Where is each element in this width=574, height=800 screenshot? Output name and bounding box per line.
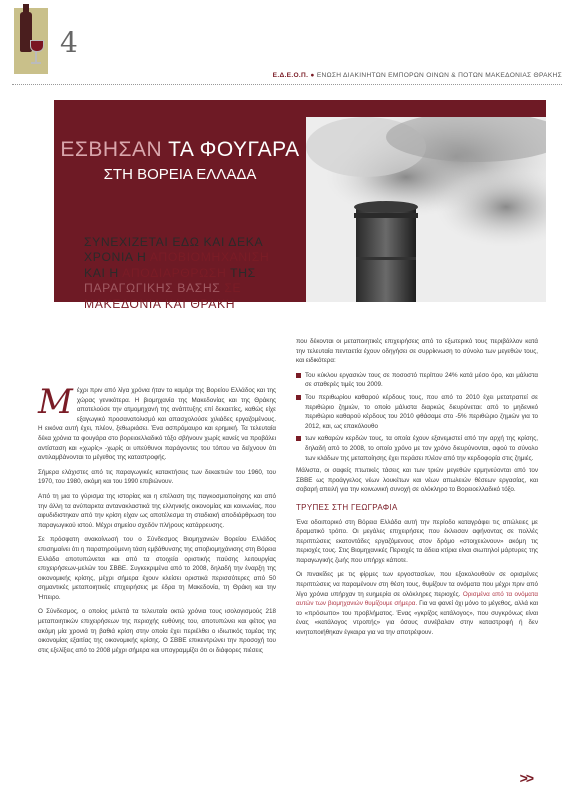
- bullet-item: [296, 371, 538, 390]
- paragraph: Μάλιστα, οι σαφείς πτωτικές τάσεις και των τριών μεγεθών ερμηνεύονται από τον ΣΒΒΕ ως προάγγελος νέων λουκέτων και νέων απωλειών θέσεων εργασίας, και σοβαρή απειλή για την κοινωνική συνοχή σε ολόκληρο το Βορειοελλαδικό τόξο.: [296, 467, 538, 494]
- subtitle-line-5: ΜΑΚΕΔΟΝΙΑ ΚΑΙ ΘΡΑΚΗ: [84, 296, 236, 311]
- paragraph: [38, 382, 276, 463]
- article-subtitle: [84, 235, 284, 312]
- paragraph-text: έχρι πριν από λίγα χρόνια ήταν το καμάρι της Βορείου Ελλάδος και της χώρας γενικότερα. Η βιομηχανία της Μακεδονίας και της Θράκης αποτελούσε την ατμομηχανή της ανάπτυξης επί δεκαετίες, καθώς είχε εξαγωγικό προσανατολισμό και απασχολούσε χιλιάδες εργαζομένους. Η εικόνα αυτή έχει, πλέον, ξεθωριάσει. Ένα ασπρόμαυρο και ερημική. Τα τελευταία δέκα χρόνια τα φουγάρα στο βορειοελλαδικό τόξο σβήνουν χωρίς κανείς να προβάλει αντίσταση και «χωρίς» -χωρίς οι υπεύθυνοι παράγοντες του τόπου να δείχνουν ότι αντιλαμβάνονται το μέγεθος της καταστροφής.: [38, 387, 276, 462]
- bullet-text: των καθαρών κερδών τους, τα οποία έχουν εξανεμιστεί από την αρχή της κρίσης, δηλαδή από το 2008, το οποίο χρόνο με τον χρόνο διευρύνονται, αφού το σύνολο των κλάδων της μεταποίησης έχει περάσει πλέον από την κερδοφορία στις ζημιές.: [305, 435, 538, 462]
- header-divider: [12, 84, 562, 85]
- paragraph: Από τη μια το γύρισμα της ιστορίας και η επέλαση της παγκοσμιοποίησης και από την άλλη τα ανύπαρκτα αντανακλαστικά της ελληνικής οικονομίας και κοινωνίας, που αφυδιδιστηκαν από την κρίση είχαν ως αποτέλεσμα τη σταδιακή αποδιάρθρωση του παραγωγικού ιστού. Μέχρι σημείου σχεδόν πλήρους κατάρρευσης.: [38, 492, 276, 529]
- paragraph: Σε πρόσφατη ανακοίνωσή του ο Σύνδεσμος Βιομηχανιών Βορείου Ελλάδος επισημαίνει ότι η παρατηρούμενη τάση εμβάθυνσης της αποβιομηχάνισης στη Βόρεια Ελλάδα αποτυπώνεται και από τα στοιχεία οριστικής παύσης λειτουργίας επιχειρήσεων-μελών του ΣΒΒΕ. Συγκεκριμένα από το 2008, δηλαδή την έναρξη της οικονομικής κρίσης, μέχρι σήμερα έχουν κλείσει οριστικά περισσότερες από 50 σημαντικές μεταποιητικές επιχειρήσεις με έδρα τη Μακεδονία, τη Θράκη και την Ήπειρο.: [38, 536, 276, 601]
- chimney-photo: [306, 117, 546, 302]
- subtitle-line-1: ΣΥΝΕΧΙΖΕΤΑΙ ΕΔΩ ΚΑΙ ΔΕΚΑ: [84, 235, 264, 249]
- section-heading: ΤΡΥΠΕΣ ΣΤΗ ΓΕΩΓΡΑΦΙΑ: [296, 502, 398, 512]
- subtitle-line-2: [84, 250, 284, 265]
- subtitle-text: ΚΑΙ Η: [84, 265, 119, 280]
- paragraph: που δέκονται οι μεταποιητικές επιχειρήσεις από το εξωτερικό τους περιβάλλον κατά την τελευταία πενταετία έχουν οδηγήσει σε συρρίκνωση το σύνολο των μεγεθών τους, και ειδικότερα:: [296, 338, 538, 365]
- paragraph: Ο Σύνδεσμος, ο οποίος μελετά τα τελευταία οκτώ χρόνια τους ισολογισμούς 218 μεταποιητικών επιχειρήσεων της περιοχής ευθύνης του, αποτυπώνει και φέτος για ακόμη μία χρονιά τη βαθιά κρίση στην οποία έχει περιέλθει ο ιδιωτικός τομέας της οικονομίας εξαιτίας της οικονομικής κρίσης. Ο ΣΒΒΕ επικεντρώνει την προσοχή του στις εξελίξεις από το 2008 μέχρι σήμερα και υπογραμμίζει ότι οι διάφορες πιέσεις: [38, 608, 276, 654]
- bullet-text: Του περιθωρίου καθαρού κέρδους τους, που από το 2010 έχει μετατραπεί σε περιθώριο ζημιών, το οποίο μάλιστα διαρκώς διευρύνεται: από το μηδενικό περιθώριο καθαρού κέρδους του 2010 φθάσαμε στο -5% περιθώριο ζημιών για το 2012, και, ως επακόλουθο: [305, 393, 538, 430]
- separator-bullet-icon: ●: [310, 72, 315, 79]
- subtitle-highlight: ΑΠΟΔΙΑΡΘΡΩΣΗ: [122, 265, 227, 280]
- subtitle-text: ΧΡΟΝΙΑ Η: [84, 250, 147, 265]
- subtitle-highlight: ΑΠΟΒΙΟΜΗΧΑΝΙΣΗ: [149, 250, 270, 265]
- paragraph: [296, 570, 538, 637]
- org-full-name: ΕΝΩΣΗ ΔΙΑΚΙΝΗΤΩΝ ΕΜΠΟΡΩΝ ΟΙΝΩΝ & ΠΟΤΩΝ ΜΑΚΕΔΟΝΙΑΣ ΘΡΑΚΗΣ: [316, 72, 562, 79]
- page-number: 4: [60, 26, 78, 59]
- header-organization: [273, 72, 562, 79]
- drop-cap: Μ: [38, 382, 73, 422]
- paragraph: Σήμερα ελάχιστες από τις παραγωγικές κατακτήσεις των δεκαετιών του 1960, του 1970, του 1980, ακόμη και του 1990 επιβιώνουν.: [38, 468, 276, 486]
- highlighted-text: Ορισμένα από τα ονόματα αυτών των βιομηχανιών θυμίζουμε σήμερα.: [296, 590, 538, 608]
- bullet-item: [296, 434, 538, 463]
- bullet-square-icon: [296, 436, 301, 441]
- wine-glass-base-icon: [31, 62, 41, 64]
- bullet-item: [296, 393, 538, 431]
- continue-arrow-icon[interactable]: >>: [519, 770, 532, 786]
- banner-top-strip: [306, 100, 546, 117]
- bullet-text: Του κύκλου εργασιών τους σε ποσοστό περίπου 24% κατά μέσο όρο, και μάλιστα σε σταθερές τιμές του 2009.: [305, 371, 538, 389]
- org-abbreviation: Ε.Δ.Ε.Ο.Π.: [272, 72, 309, 79]
- title-word-highlight: ΕΣΒΗΣΑΝ: [60, 138, 163, 161]
- subtitle-line-4: [84, 281, 284, 296]
- subtitle-line-3: [84, 266, 284, 281]
- bullet-square-icon: [296, 373, 301, 378]
- article-left-column: [38, 382, 276, 660]
- title-word-rest: ΤΑ ΦΟΥΓΑΡΑ: [168, 138, 300, 161]
- paragraph-text: Οι πινακίδες με τις φίρμες των εργοστασίων, που εξακολουθούν σε ορισμένες περιπτώσεις να παραμένουν στη θέση τους, θυμίζουν τα ονόματα που μέχρι πριν από λίγο χρόνια υπήρχαν τη ευημερία σε ολόκληρες περιοχές.: [296, 571, 538, 598]
- article-title-line2: ΣΤΗ ΒΟΡΕΙΑ ΕΛΛΑΔΑ: [103, 166, 257, 183]
- bullet-square-icon: [296, 395, 301, 400]
- subtitle-highlight-light: ΠΑΡΑΓΩΓΙΚΗΣ ΒΑΣΗΣ: [84, 281, 221, 296]
- subtitle-highlight: ΣΕ: [224, 281, 242, 296]
- article-right-column: [296, 337, 538, 643]
- subtitle-text: ΤΗΣ: [230, 265, 256, 280]
- wine-glass-icon: [30, 40, 44, 52]
- paragraph-text: Για να φανεί όχι μόνο το μέγεθος, αλλά και το «πρόσωπο» του προβλήματος. Ένας «γκρίζος κατάλογος», που συγκρόνως είναι ένας «κατάλογος ντροπής» για όσους συνέβαλαν στην καταστροφή ή δεν κινητοποιήθηκαν έγκαιρα για να την αποτρέψουν.: [296, 600, 539, 637]
- article-title-line1: [54, 138, 306, 162]
- chimney-smoke-image: [306, 117, 546, 302]
- paragraph: Ένα οδοιπορικό στη Βόρεια Ελλάδα αυτή την περίοδο καταγράφει τις απώλειες με δραματικό τρόπο. Οι μεγάλες επιχειρήσεις που έκλεισαν αφήνοντας σε πολλές περιπτώσεις εκατοντάδες εργαζόμενους στον δρόμο «στοιχειώνουν» ακόμη τις περιοχές τους. Στις Βιομηχανικές Περιοχές τα άδεια κτίρια είναι σιωπηλοί μάρτυρες της παραγωγικής ζωής που υπήρχε κάποτε.: [296, 518, 538, 564]
